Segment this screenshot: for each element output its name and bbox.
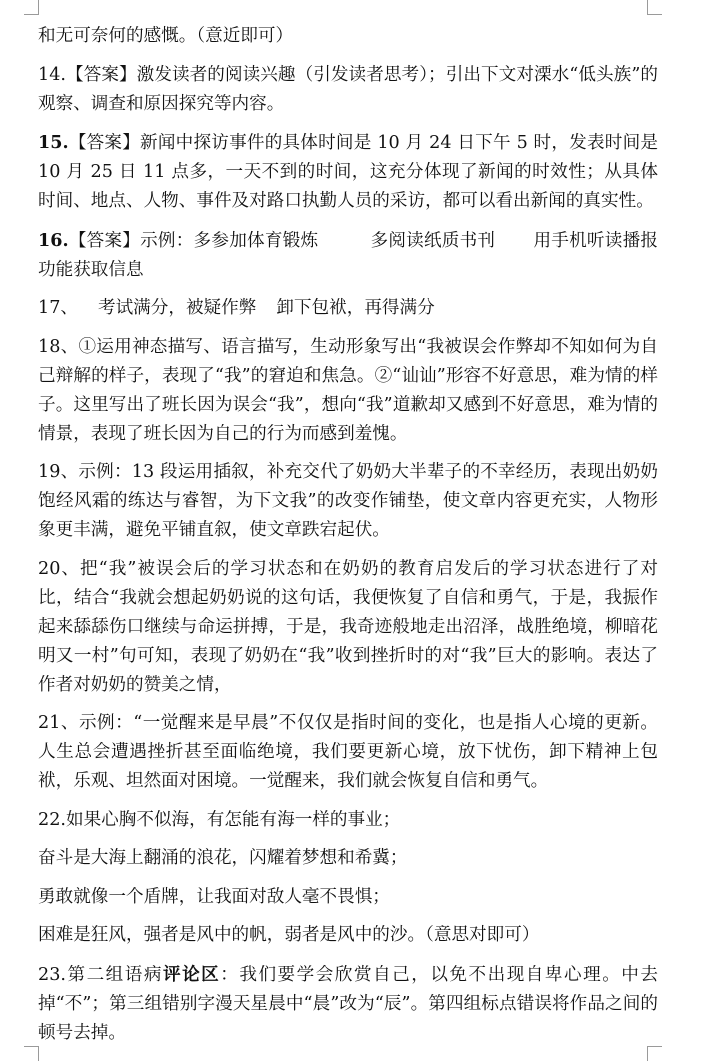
answer-23-text: ：我们要学会欣赏自己，以免不出现自卑心理。中去掉“不”；第三组错别字漫天星晨中“晨”改为“辰”。第四组标点错误将作品之间的顿号去掉。 bbox=[38, 964, 658, 1043]
answer-20: 20、把“我”被误会后的学习状态和在奶奶的教育启发后的学习状态进行了对比，结合“我就会想起奶奶说的这句话，我便恢复了自信和勇气，于是，我振作起来舔舔伤口继续与命运拼搏，于是，我奇迹般地走出沼泽，战胜绝境，柳暗花明又一村”句可知，表现了奶奶在“我”收到挫折时的对“我”巨大的影响。表达了作者对奶奶的赞美之情， bbox=[38, 558, 658, 695]
answer-15 bbox=[38, 128, 658, 216]
answer-21: 21、示例：“一觉醒来是早晨”不仅仅是指时间的变化，也是指人心境的更新。人生总会遭遇挫折甚至面临绝境，我们要更新心境，放下忧伤，卸下精神上包袱，乐观、坦然面对困境。一觉醒来，我们就会恢复自信和勇气。 bbox=[38, 713, 658, 791]
answer-15-number: 15. bbox=[38, 132, 69, 153]
answer-16-number: 16. bbox=[38, 229, 69, 251]
answer-17 bbox=[38, 294, 658, 323]
answer-17-part-2: 卸下包袱，再得满分 bbox=[276, 298, 435, 318]
page-corner-mark-bottom-left bbox=[24, 1046, 39, 1061]
answer-14: 14.【答案】激发读者的阅读兴趣（引发读者思考）；引出下文对溧水“低头族”的观察、调查和原因探究等内容。 bbox=[38, 64, 658, 114]
answer-18: 18、①运用神态描写、语言描写，生动形象写出“我被误会作弊却不知如何为自己辩解的样子，表现了“我”的窘迫和焦急。②“讪讪”形容不好意思，难为情的样子。这里写出了班长因为误会“我”，想向“我”道歉却又感到不好意思，难为情的情景，表现了班长因为自己的行为而感到羞愧。 bbox=[38, 336, 658, 444]
page-corner-mark-top-left bbox=[24, 0, 39, 15]
document-page bbox=[38, 22, 658, 1057]
page-corner-mark-top-right bbox=[647, 0, 662, 15]
answer-16 bbox=[38, 226, 658, 285]
answer-19: 19、示例：13 段运用插叙，补充交代了奶奶大半辈子的不幸经历，表现出奶奶饱经风霜的练达与睿智，为下文我”的改变作铺垫，使文章内容更充实，人物形象更丰满，避免平铺直叙，使文章跌宕起伏。 bbox=[38, 462, 658, 540]
answer-17-part-1: 考试满分，被疑作弊 bbox=[97, 298, 257, 318]
answer-16-example-2: 多阅读纸质书刊 bbox=[370, 230, 496, 251]
answer-22-line-4: 困难是狂风，强者是风中的帆，弱者是风中的沙。（意思对即可） bbox=[38, 925, 540, 945]
answer-22-line-2: 奋斗是大海上翻涌的浪花，闪耀着梦想和希冀； bbox=[38, 848, 408, 868]
answer-17-number: 17、 bbox=[38, 298, 78, 318]
answer-16-example-3: 用手机听读播报功能获取信息 bbox=[38, 230, 658, 280]
answer-13-tail: 和无可奈何的感慨。（意近即可） bbox=[38, 26, 294, 46]
answer-23-bold-term: 评论区 bbox=[162, 963, 221, 985]
answer-16-example-1: 【答案】示例：多参加体育锻炼 bbox=[68, 230, 319, 251]
answer-23-lead: 23.第二组语病 bbox=[38, 964, 163, 985]
answer-15-text: 【答案】新闻中探访事件的具体时间是 10 月 24 日下午 5 时，发表时间是 10 月 25 日 11 点多，一天不到的时间，这充分体现了新闻的时效性；从具体时间、地点、人物、事件及对路口执勤人员的采访，都可以看出新闻的真实性。 bbox=[38, 133, 658, 211]
answer-22-line-1: 22.如果心胸不似海，有怎能有海一样的事业； bbox=[38, 809, 401, 830]
answer-22-line-3: 勇敢就像一个盾牌，让我面对敌人毫不畏惧； bbox=[38, 886, 390, 907]
answer-23 bbox=[38, 960, 658, 1048]
